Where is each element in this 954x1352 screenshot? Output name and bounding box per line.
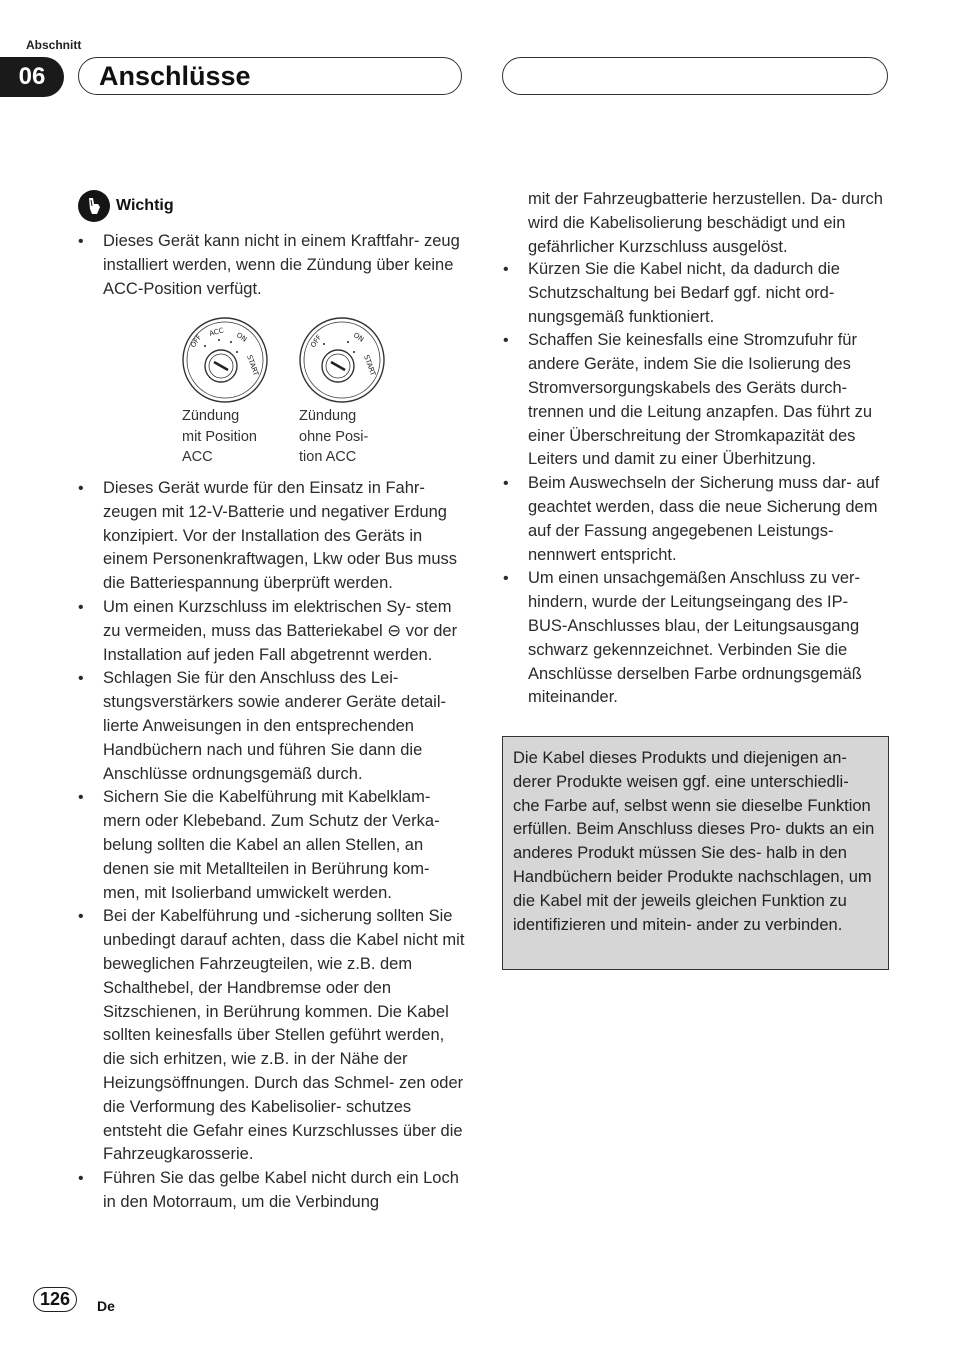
caption-line: ohne Posi-: [299, 428, 369, 445]
continued-paragraph: mit der Fahrzeugbatterie herzustellen. Da- durch wird die Kabelisolierung beschädigt und ein gefährlicher Kurzschluss ausgelöst.: [528, 190, 883, 256]
ignition-with-acc-figure: [181, 314, 269, 409]
important-list-second: [78, 477, 466, 1215]
list-item: • Um einen Kurzschluss im elektrischen Sy- stem zu vermeiden, muss das Batteriekabel ⊖ vor der Installation auf jeden Fall abgetrennt werden.: [78, 596, 466, 667]
dial-label-off: OFF: [189, 333, 204, 350]
dial-label-on: ON: [351, 331, 366, 344]
important-label: Wichtig: [116, 197, 174, 214]
figure-caption-with-acc: [182, 406, 257, 468]
important-header: [78, 190, 174, 222]
list-item: • Sichern Sie die Kabelführung mit Kabelklam- mern oder Klebeband. Zum Schutz der Verka- belung sollten die Kabel an allen Stellen, an denen sie mit Metallteilen in Berührung kom- men, mit Isolierband umwickelt werden.: [78, 786, 466, 905]
caption-line: Zündung: [182, 408, 240, 424]
header-empty-box: [502, 57, 888, 95]
caption-line: ACC: [182, 449, 213, 465]
list-item: • Um einen unsachgemäßen Anschluss zu ver- hindern, wurde der Leitungseingang des IP- BUS-Anschlusses blau, der Leitungsausgang schwarz gekennzeichnet. Verbinden Sie die Anschlüsse derselben Farbe ordnungsgemäß miteinander.: [503, 567, 891, 710]
ignition-without-acc-figure: [298, 314, 386, 409]
dial-label-start: START: [245, 353, 261, 377]
list-item: • Beim Auswechseln der Sicherung muss dar- auf geachtet werden, dass die neue Sicherung dem auf der Fassung angegebenen Leistungs- nennwert entspricht.: [503, 472, 891, 567]
caption-line: tion ACC: [299, 449, 357, 465]
page-number: 126: [33, 1287, 77, 1312]
important-list-third: [503, 258, 891, 710]
list-item: • Bei der Kabelführung und -sicherung sollten Sie unbedingt darauf achten, dass die Kabel nicht mit beweglichen Fahrzeugteilen, wie z.B. dem Schalthebel, der Handbremse oder den Sitzschienen, in Berührung kommen. Die Kabel sollten keinesfalls über Stellen geführt werden, die sich erhitzen, wie z.B. in der Nähe der Heizungsöffnungen. Durch das Schmel- zen oder die Verformung des Kabelisolier- schutzes entsteht die Gefahr eines Kurzschlusses über die Fahrzeugkarosserie.: [78, 905, 466, 1167]
list-item: • Dieses Gerät wurde für den Einsatz in Fahr- zeugen mit 12-V-Batterie und negativer Erdung konzipiert. Vor der Installation des Geräts in einem Personenkraftwagen, Lkw oder Bus muss die Batteriespannung überprüft werden.: [78, 477, 466, 596]
caption-line: Zündung: [299, 408, 357, 424]
note-text: Die Kabel dieses Produkts und diejenigen an- derer Produkte weisen ggf. eine unterschiedli- che Farbe auf, selbst wenn sie dieselbe Funktion erfüllen. Beim Anschluss dieses Pro- dukts an ein anderes Produkt müssen Sie des- halb in den Handbüchern beider Produkte nachschlagen, um die Kabel mit der jeweils gleichen Funktion zu identifizieren und mitein- ander zu verbinden.: [513, 749, 875, 934]
ignition-dial-without-acc-icon: [298, 314, 386, 404]
page-title: Anschlüsse: [99, 61, 251, 91]
dial-label-on: ON: [234, 331, 249, 344]
dial-label-acc: ACC: [208, 326, 225, 338]
section-label: Abschnitt: [26, 38, 82, 52]
list-item: • Schaffen Sie keinesfalls eine Stromzufuhr für andere Geräte, indem Sie die Isolierung des Stromversorgungskabels des Geräts durch- trennen und die Leitung anzapfen. Das führt zu einer Überschreitung der Stromkapazität des Leiters und damit zu einer Überhitzung.: [503, 329, 891, 472]
important-list-first: [78, 230, 466, 301]
important-hand-icon: [78, 190, 110, 222]
title-box: [78, 57, 462, 95]
dial-label-start: START: [362, 353, 378, 377]
caption-line: mit Position: [182, 428, 257, 445]
language-code: De: [97, 1298, 115, 1314]
ignition-dial-with-acc-icon: [181, 314, 269, 404]
list-item: • Führen Sie das gelbe Kabel nicht durch ein Loch in den Motorraum, um die Verbindung: [78, 1167, 466, 1215]
list-item: • Dieses Gerät kann nicht in einem Kraftfahr- zeug installiert werden, wenn die Zündung über keine ACC-Position verfügt.: [78, 230, 466, 301]
dial-label-off: OFF: [309, 333, 324, 350]
list-item: • Kürzen Sie die Kabel nicht, da dadurch die Schutzschaltung bei Bedarf ggf. nicht ord- nungsgemäß funktioniert.: [503, 258, 891, 329]
list-item: • Schlagen Sie für den Anschluss des Lei- stungsverstärkers sowie anderer Geräte detail- lierte Anweisungen in den entsprechenden Handbüchern nach und führen Sie dann die Anschlüsse ordnungsgemäß durch.: [78, 667, 466, 786]
section-number-badge: 06: [0, 57, 64, 97]
note-box: [502, 736, 889, 970]
figure-caption-without-acc: [299, 406, 368, 468]
